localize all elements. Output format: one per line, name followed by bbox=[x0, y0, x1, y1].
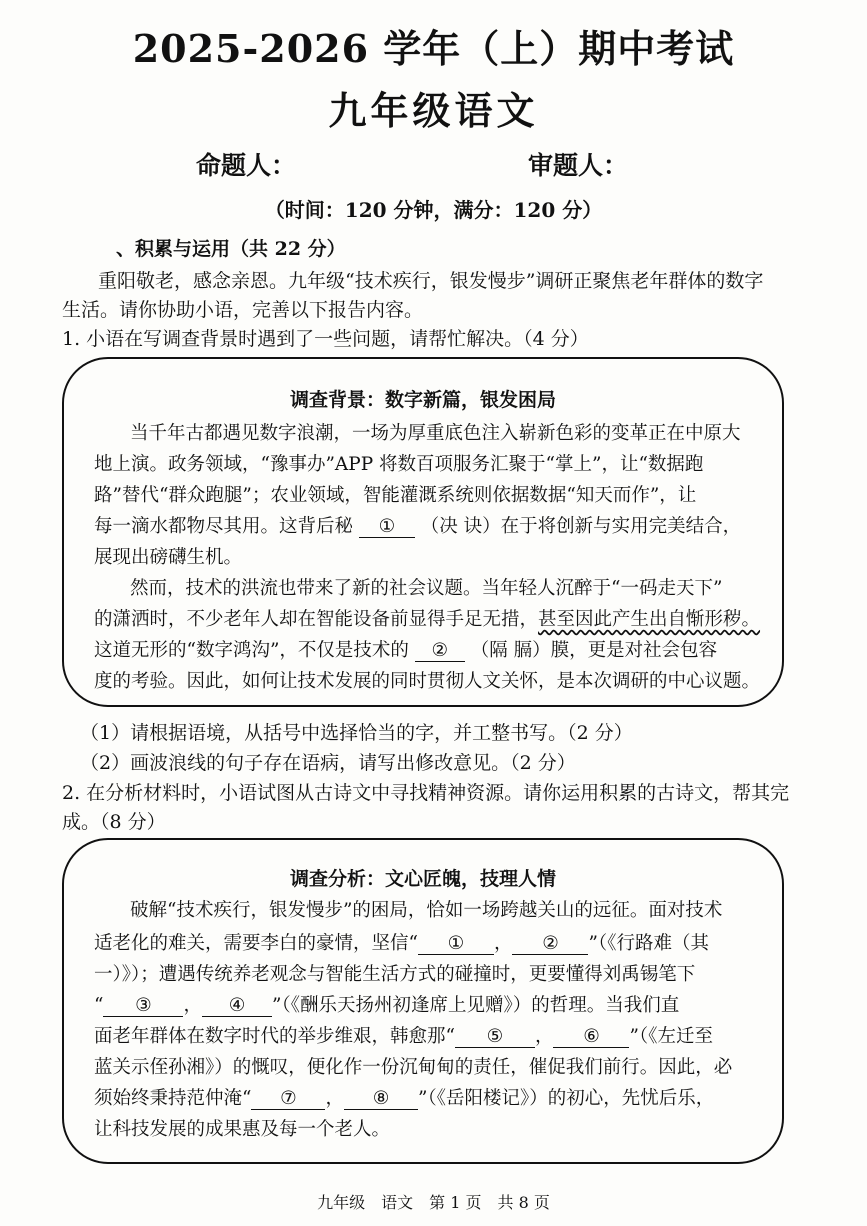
box1-line: 度的考验。因此，如何让技术发展的同时贯彻人文关怀，是本次调研的中心议题。 bbox=[94, 671, 761, 692]
box1-line: 展现出磅礴生机。 bbox=[94, 547, 243, 568]
box2-line bbox=[94, 1022, 713, 1048]
exam-subject: 九年级语文 bbox=[328, 88, 539, 133]
line-text: （隔 膈）膜，更是对社会包容 bbox=[470, 640, 718, 661]
blank-3[interactable]: ③ bbox=[103, 995, 183, 1017]
box1-line: 然而，技术的洪流也带来了新的社会议题。当年轻人沉醉于“一码走天下” bbox=[130, 578, 723, 599]
blank-8[interactable]: ⑧ bbox=[344, 1088, 418, 1110]
line-text: ”（《岳阳楼记》）的初心，先忧后乐， bbox=[417, 1088, 715, 1109]
line-text: ”（《行路难（其 bbox=[588, 933, 709, 954]
line-text: 适老化的难关，需要李白的豪情，坚信“ bbox=[94, 933, 418, 954]
box2-title: 调查分析：文心匠魄，技理人情 bbox=[289, 868, 556, 890]
line-text: ”（《左迁至 bbox=[629, 1026, 713, 1047]
box2-line: 蓝关示侄孙湘》）的慨叹，便化作一份沉甸甸的责任，催促我们前行。因此，必 bbox=[94, 1057, 733, 1078]
line-text: 每一滴水都物尽其用。这背后秘 bbox=[94, 516, 354, 537]
survey-analysis-box bbox=[62, 838, 784, 1164]
subquestion-1: （1）请根据语境，从括号中选择恰当的字，并工整书写。（2 分） bbox=[80, 722, 633, 744]
exam-title: 2025-2026 学年（上）期中考试 bbox=[132, 26, 735, 71]
survey-background-box bbox=[62, 357, 784, 707]
box2-line: 破解“技术疾行，银发慢步”的困局，恰如一场跨越关山的远征。面对技术 bbox=[130, 900, 723, 921]
page-footer: 九年级 语文 第 1 页 共 8 页 bbox=[317, 1193, 550, 1212]
setter-label: 命题人： bbox=[196, 151, 297, 180]
box2-line: 一）》）；遭遇传统养老观念与智能生活方式的碰撞时，更要懂得刘禹锡笔下 bbox=[94, 964, 696, 985]
subquestion-2: （2）画波浪线的句子存在语病，请写出修改意见。（2 分） bbox=[80, 752, 576, 774]
blank-1[interactable]: ① bbox=[359, 516, 415, 538]
box1-line bbox=[94, 636, 717, 662]
separator: ， bbox=[325, 1088, 344, 1109]
blank-4[interactable]: ④ bbox=[202, 995, 272, 1017]
question-1: 1. 小语在写调查背景时遇到了一些问题，请帮忙解决。（4 分） bbox=[62, 328, 589, 350]
box1-line: 当千年古都遇见数字浪潮，一场为厚重底色注入崭新色彩的变革正在中原大 bbox=[130, 423, 741, 444]
question-2-line-1: 2. 在分析材料时，小语试图从古诗文中寻找精神资源。请你运用积累的古诗文，帮其完 bbox=[62, 782, 790, 804]
separator: ， bbox=[534, 1026, 554, 1047]
line-text: ”（《酬乐天扬州初逢席上见赠》）的哲理。当我们直 bbox=[271, 995, 680, 1016]
box2-line bbox=[94, 929, 709, 955]
line-text: “ bbox=[94, 995, 104, 1016]
line-text: 的潇洒时，不少老年人却在智能设备前显得手足无措， bbox=[94, 609, 539, 630]
box2-line bbox=[94, 1084, 714, 1110]
box2-line bbox=[94, 991, 679, 1017]
line-text: 须始终秉持范仲淹“ bbox=[94, 1088, 252, 1109]
line-text: （决 诀）在于将创新与实用完美结合， bbox=[420, 516, 742, 537]
box1-line bbox=[94, 605, 760, 631]
line-text: 这道无形的“数字鸿沟”，不仅是技术的 bbox=[94, 640, 409, 661]
box2-line: 让科技发展的成果惠及每一个老人。 bbox=[94, 1119, 391, 1140]
blank-7[interactable]: ⑦ bbox=[251, 1088, 325, 1110]
blank-2[interactable]: ② bbox=[512, 933, 588, 955]
blank-2[interactable]: ② bbox=[415, 640, 465, 662]
wavy-underlined-sentence: 甚至因此产生出自惭形秽。 bbox=[538, 609, 761, 630]
line-text: 面老年群体在数字时代的举步维艰，韩愈那“ bbox=[94, 1026, 455, 1047]
blank-1[interactable]: ① bbox=[418, 933, 494, 955]
intro-line-1: 重阳敬老，感念亲恩。九年级“技术疾行，银发慢步”调研正聚焦老年群体的数字 bbox=[98, 270, 764, 292]
blank-6[interactable]: ⑥ bbox=[553, 1026, 629, 1048]
separator: ， bbox=[183, 995, 202, 1016]
box1-line: 路”替代“群众跑腿”；农业领域，智能灌溉系统则依据数据“知天而作”，让 bbox=[94, 485, 697, 506]
reviewer-label: 审题人： bbox=[528, 151, 629, 180]
box1-line: 地上演。政务领域，“豫事办”APP 将数百项服务汇聚于“掌上”，让“数据跑 bbox=[94, 454, 704, 475]
question-2-line-2: 成。（8 分） bbox=[62, 811, 166, 833]
section-heading: 、积累与运用（共 22 分） bbox=[116, 238, 346, 260]
time-info: （时间：120 分钟，满分：120 分） bbox=[264, 198, 603, 222]
box1-line bbox=[94, 512, 741, 538]
blank-5[interactable]: ⑤ bbox=[455, 1026, 535, 1048]
separator: ， bbox=[493, 933, 513, 954]
box1-title: 调查背景：数字新篇，银发困局 bbox=[289, 389, 556, 411]
intro-line-2: 生活。请你协助小语，完善以下报告内容。 bbox=[62, 299, 424, 321]
